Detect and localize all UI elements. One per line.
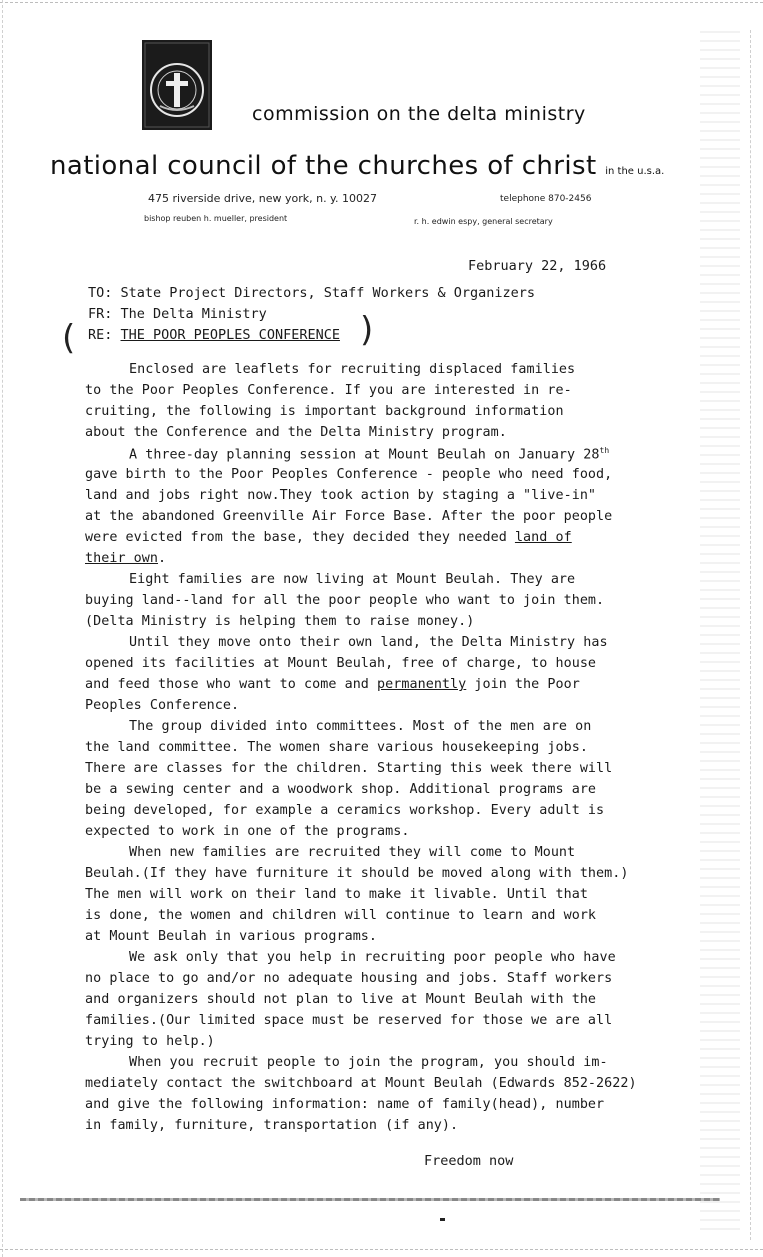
underlined-text: land of xyxy=(514,530,572,545)
council-secretary: r. h. edwin espy, general secretary xyxy=(414,217,553,226)
body-line-text: A three-day planning session at Mount Beulah on January 28 xyxy=(129,447,600,463)
memo-from: FR: The Delta Ministry xyxy=(88,306,267,322)
memo-subject-text: THE POOR PEOPLES CONFERENCE xyxy=(120,327,340,343)
body-line: at the abandoned Greenville Air Force Base. After the poor people xyxy=(85,509,613,524)
body-line: There are classes for the children. Starting this week there will xyxy=(85,761,613,776)
council-suffix: in the u.s.a. xyxy=(605,166,665,177)
memo-to: TO: State Project Directors, Staff Workers & Organizers xyxy=(88,285,536,301)
commission-heading: commission on the delta ministry xyxy=(252,103,586,125)
body-line: is done, the women and children will continue to learn and work xyxy=(85,908,597,923)
body-line: at Mount Beulah in various programs. xyxy=(85,929,378,944)
body-line: the land committee. The women share various housekeeping jobs. xyxy=(85,740,588,755)
scan-edge-top xyxy=(0,2,763,3)
body-line: trying to help.) xyxy=(85,1034,215,1049)
scan-edge-left xyxy=(2,0,3,1257)
body-line: Until they move onto their own land, the Delta Ministry has xyxy=(129,635,608,650)
handwritten-bracket-left: ( xyxy=(62,318,76,358)
council-address: 475 riverside drive, new york, n. y. 10027 xyxy=(148,192,377,205)
body-line: opened its facilities at Mount Beulah, free of charge, to house xyxy=(85,656,597,671)
body-line: mediately contact the switchboard at Mount Beulah (Edwards 852-2622) xyxy=(85,1076,637,1091)
scan-noise xyxy=(700,30,740,1230)
body-line-text: . xyxy=(158,551,167,566)
council-president: bishop reuben h. mueller, president xyxy=(144,214,288,223)
council-telephone: telephone 870-2456 xyxy=(500,194,592,204)
body-line: and give the following information: name of family(head), number xyxy=(85,1097,605,1112)
body-line: about the Conference and the Delta Ministry program. xyxy=(85,425,507,440)
body-line: The men will work on their land to make it livable. Until that xyxy=(85,887,588,902)
body-line: Beulah.(If they have furniture it should be moved along with them.) xyxy=(85,866,629,881)
body-line xyxy=(129,447,609,462)
body-line: We ask only that you help in recruiting poor people who have xyxy=(129,950,616,965)
memo-date: February 22, 1966 xyxy=(468,258,607,274)
body-line-text: join the Poor xyxy=(466,677,580,692)
body-line: The group divided into committees. Most of the men are on xyxy=(129,719,592,734)
body-line: gave birth to the Poor Peoples Conference - people who need food, xyxy=(85,467,613,482)
council-heading xyxy=(50,151,664,181)
handwritten-bracket-right: ) xyxy=(360,310,374,350)
body-line: When you recruit people to join the program, you should im- xyxy=(129,1055,608,1070)
scan-mark xyxy=(440,1218,445,1221)
body-line: expected to work in one of the programs. xyxy=(85,824,410,839)
body-line: and organizers should not plan to live at Mount Beulah with the xyxy=(85,992,597,1007)
body-line: families.(Our limited space must be reserved for those we are all xyxy=(85,1013,613,1028)
underlined-text: their own xyxy=(85,551,159,566)
body-line xyxy=(85,552,166,565)
council-name: national council of the churches of christ xyxy=(50,151,597,181)
body-line: Eight families are now living at Mount Beulah. They are xyxy=(129,572,576,587)
body-line-text: and feed those who want to come and xyxy=(85,677,378,692)
body-line: Peoples Conference. xyxy=(85,698,240,713)
memo-subject-prefix: RE: xyxy=(88,327,121,343)
body-line: in family, furniture, transportation (if any). xyxy=(85,1118,459,1133)
body-line: no place to go and/or no adequate housing and jobs. Staff workers xyxy=(85,971,613,986)
body-line: to the Poor Peoples Conference. If you are interested in re- xyxy=(85,383,572,398)
body-line xyxy=(85,678,580,691)
body-line: buying land--land for all the poor people who want to join them. xyxy=(85,593,605,608)
body-line: be a sewing center and a woodwork shop. Additional programs are xyxy=(85,782,597,797)
scan-edge-bottom xyxy=(0,1249,763,1250)
body-line: Enclosed are leaflets for recruiting displaced families xyxy=(129,362,576,377)
memo-closing: Freedom now xyxy=(424,1153,514,1169)
church-council-seal-icon xyxy=(142,40,212,130)
ordinal-suffix: th xyxy=(599,446,610,455)
body-line-text: were evicted from the base, they decided they needed xyxy=(85,530,515,545)
body-line: being developed, for example a ceramics workshop. Every adult is xyxy=(85,803,605,818)
body-line: (Delta Ministry is helping them to raise money.) xyxy=(85,614,475,629)
body-line: land and jobs right now.They took action by staging a "live-in" xyxy=(85,488,597,503)
scan-bottom-rule xyxy=(20,1198,720,1201)
body-line: cruiting, the following is important background information xyxy=(85,404,564,419)
underlined-text: permanently xyxy=(377,677,467,692)
body-line: When new families are recruited they will come to Mount xyxy=(129,845,576,860)
memo-subject xyxy=(88,327,340,343)
body-line xyxy=(85,531,572,544)
scan-edge-right xyxy=(750,30,751,1240)
